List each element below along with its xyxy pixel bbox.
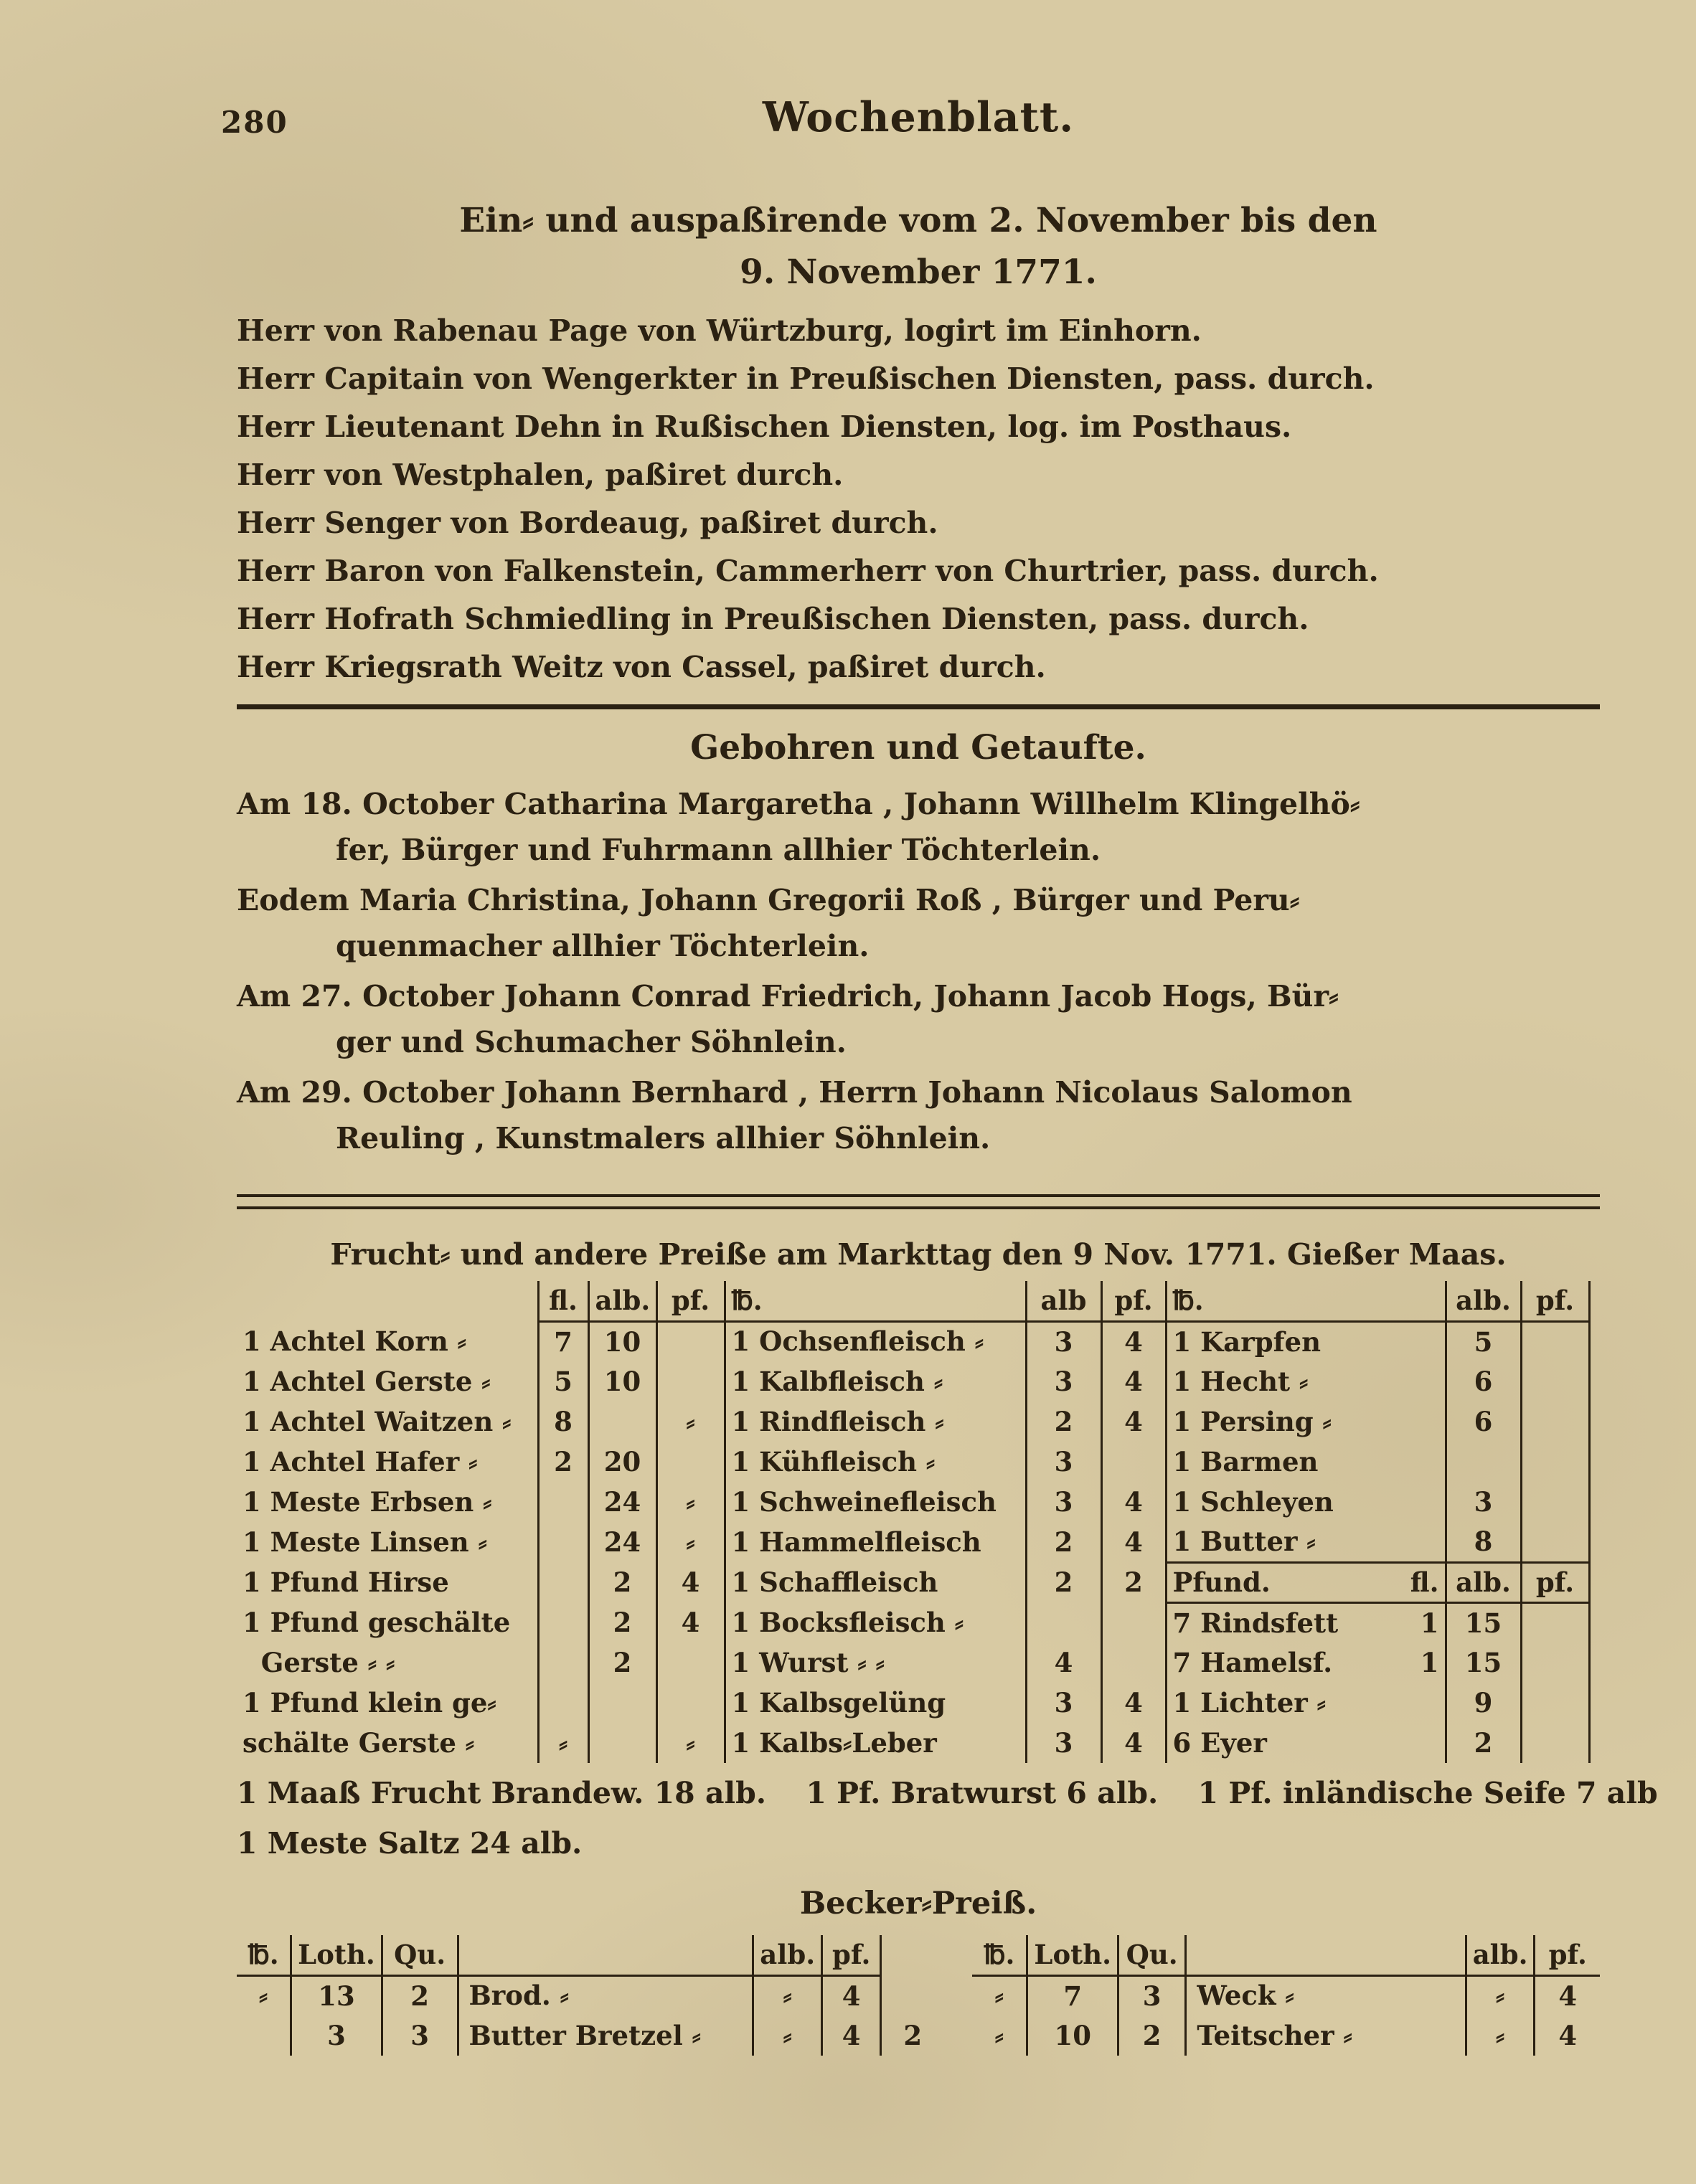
market-prices-section (237, 1234, 1658, 1863)
birth-entry (237, 877, 1600, 969)
baker-cell-lb: ⸗ (258, 1980, 268, 2012)
page-number: 280 (221, 105, 288, 140)
market-cell-item-left: 1 Meste Erbsen ⸗ (242, 1485, 492, 1518)
market-cell-fl (538, 1482, 588, 1522)
birth-entry (237, 1069, 1600, 1161)
market-cell-alb: 2 (588, 1562, 656, 1602)
market-cell-fl: 5 (538, 1361, 588, 1401)
baker-row (237, 2015, 943, 2056)
market-cell-item-right (1166, 1562, 1446, 1602)
baker-row (972, 2015, 1600, 2056)
market-cell-item-left: Gerste ⸗ ⸗ (242, 1646, 395, 1678)
market-row (237, 1562, 1589, 1602)
market-cell-item-right-fl: 1 (1420, 1647, 1439, 1678)
market-cell-alb-middle (1026, 1602, 1101, 1642)
market-cell-item-left: 1 Achtel Korn ⸗ (242, 1325, 466, 1357)
market-header-pf-middle: pf. (1101, 1281, 1166, 1321)
market-cell-item-right (1166, 1602, 1446, 1642)
market-cell-pf-right (1521, 1642, 1589, 1683)
birth-entry-line2: quenmacher allhier Töchterlein. (336, 929, 870, 963)
market-cell-alb-right: 15 (1446, 1602, 1521, 1642)
market-cell-item-right-name: 1 Butter ⸗ (1172, 1525, 1316, 1557)
market-header-pf: pf. (656, 1281, 725, 1321)
market-cell-alb (588, 1683, 656, 1723)
market-cell-item-left: 1 Achtel Gerste ⸗ (242, 1365, 491, 1397)
baker-cell-loth: 10 (1027, 2015, 1118, 2056)
birth-entry-line1: Am 27. October Johann Conrad Friedrich, Johann Jacob Hogs, Bür⸗ (237, 979, 1339, 1013)
market-cell-item-middle: 1 Bocksfleisch ⸗ (725, 1602, 1026, 1642)
market-cell-pf-middle (1101, 1642, 1166, 1683)
market-cell-alb-right: 6 (1446, 1361, 1521, 1401)
market-cell-pf-middle (1101, 1442, 1166, 1482)
market-cell-pf-right (1521, 1723, 1589, 1763)
market-cell-item-right-wrap (1173, 1446, 1439, 1478)
market-cell-fl: ⸗ (538, 1723, 588, 1763)
baker-cell-qu: 2 (1118, 2015, 1186, 2056)
baker-cell-qu: 2 (382, 1975, 458, 2015)
market-cell-pf-middle: 4 (1101, 1361, 1166, 1401)
arrival-entry: Herr Hofrath Schmiedling in Preußischen Diensten, pass. durch. (237, 602, 1309, 636)
market-cell-item-right (1166, 1723, 1446, 1763)
market-cell-pf-middle: 4 (1101, 1723, 1166, 1763)
market-cell-item-right-name: 1 Hecht ⸗ (1172, 1365, 1309, 1397)
market-cell-fl (538, 1522, 588, 1562)
market-cell-alb-right (1446, 1442, 1521, 1482)
births-list (237, 781, 1600, 1161)
baker-header-alb: alb. (1466, 1935, 1535, 1975)
baker-cell-pf: 4 (822, 2015, 881, 2056)
baker-header-item (458, 1935, 753, 1975)
market-header-pf-right: pf. (1521, 1281, 1589, 1321)
market-cell-alb-middle: 3 (1026, 1723, 1101, 1763)
market-cell-pf-middle: 4 (1101, 1522, 1166, 1562)
market-cell-item-right (1166, 1361, 1446, 1401)
baker-cell-pf: 4 (822, 1975, 881, 2015)
market-cell-pf-right (1521, 1482, 1589, 1522)
market-row (237, 1442, 1589, 1482)
baker-cell-loth: 13 (291, 1975, 382, 2015)
market-cell-item-right-wrap (1173, 1486, 1439, 1518)
market-cell-alb-middle: 3 (1026, 1683, 1101, 1723)
market-cell-item-right-name: 7 Rindsfett (1172, 1607, 1339, 1639)
masthead-title: Wochenblatt. (762, 93, 1075, 141)
baker-header-loth: Loth. (1027, 1935, 1118, 1975)
market-cell-item-right-fl: fl. (1410, 1566, 1439, 1598)
baker-cell-alb: ⸗ (1466, 2015, 1535, 2056)
market-row (237, 1321, 1589, 1361)
baker-right-body (972, 1975, 1600, 2056)
market-cell-item-right-wrap (1173, 1566, 1439, 1598)
arrival-entry: Herr von Westphalen, paßiret durch. (237, 458, 844, 492)
market-cell-alb-middle: 2 (1026, 1562, 1101, 1602)
market-row (237, 1401, 1589, 1442)
market-cell-pf-middle: 4 (1101, 1482, 1166, 1522)
birth-entry (237, 781, 1600, 873)
market-cell-alb: 10 (588, 1321, 656, 1361)
market-cell-item-right-name: 1 Karpfen (1172, 1325, 1321, 1358)
baker-prices-section (237, 1882, 1600, 2056)
market-cell-fl: 2 (538, 1442, 588, 1482)
market-cell-item-right-name: 7 Hamelsf. (1172, 1647, 1333, 1678)
market-cell-item-left: 1 Pfund geschälte (242, 1607, 511, 1638)
market-cell-alb: 10 (588, 1361, 656, 1401)
market-cell-item-right-name: 1 Persing ⸗ (1172, 1405, 1332, 1437)
market-header-lb-middle: ℔. (725, 1281, 1026, 1321)
market-cell-item-left: 1 Pfund klein ge⸗ (242, 1686, 496, 1719)
market-cell-pf: 4 (656, 1562, 725, 1602)
market-cell-pf-middle: 4 (1101, 1683, 1166, 1723)
market-cell-item-right-name: 1 Barmen (1172, 1446, 1319, 1478)
baker-table-left (237, 1935, 943, 2056)
market-cell-pf-middle (1101, 1602, 1166, 1642)
market-cell-item-left: 1 Pfund Hirse (242, 1566, 449, 1598)
arrivals-list (237, 307, 1600, 691)
baker-cell-pf: 4 (1535, 2015, 1600, 2056)
market-price-table (237, 1281, 1591, 1763)
arrivals-heading-line2: 9. November 1771. (740, 252, 1097, 292)
market-header-alb-middle: alb (1026, 1281, 1101, 1321)
baker-header-lb: ℔. (237, 1935, 291, 1975)
market-cell-item-left: 1 Achtel Waitzen ⸗ (242, 1405, 512, 1437)
baker-header-lb: ℔. (972, 1935, 1027, 1975)
arrival-entry: Herr Baron von Falkenstein, Cammerherr von Churtrier, pass. durch. (237, 554, 1379, 588)
market-cell-alb: 24 (588, 1482, 656, 1522)
baker-left-body (237, 1975, 943, 2056)
market-cell-pf: 4 (656, 1602, 725, 1642)
baker-table-right (972, 1935, 1600, 2056)
market-cell-alb-middle: 4 (1026, 1642, 1101, 1683)
market-cell-alb-right: 15 (1446, 1642, 1521, 1683)
birth-entry-line1: Eodem Maria Christina, Johann Gregorii Roß , Bürger und Peru⸗ (237, 883, 1300, 917)
market-cell-pf-right (1521, 1683, 1589, 1723)
market-cell-item-right-wrap (1173, 1687, 1439, 1719)
market-row (237, 1522, 1589, 1562)
baker-cell-qu: 3 (1118, 1975, 1186, 2015)
market-cell-item-right-wrap (1173, 1406, 1439, 1438)
baker-cell-loth: 7 (1027, 1975, 1118, 2015)
birth-entry-line2: ger und Schumacher Söhnlein. (336, 1025, 847, 1059)
market-cell-alb-right: 3 (1446, 1482, 1521, 1522)
market-cell-alb: 24 (588, 1522, 656, 1562)
arrival-entry: Herr Capitain von Wengerkter in Preußischen Diensten, pass. durch. (237, 361, 1375, 396)
market-row (237, 1723, 1589, 1763)
market-cell-pf-right (1521, 1361, 1589, 1401)
market-cell-item-middle: 1 Hammelfleisch (725, 1522, 1026, 1562)
arrival-entry: Herr Lieutenant Dehn in Rußischen Diensten, log. im Posthaus. (237, 410, 1292, 444)
baker-cell-lb: ⸗ (994, 1980, 1004, 2012)
market-cell-item-middle: 1 Rindfleisch ⸗ (725, 1401, 1026, 1442)
baker-row (972, 1975, 1600, 2015)
market-cell-pf-right (1521, 1522, 1589, 1562)
market-cell-item-middle: 1 Schaffleisch (725, 1562, 1026, 1602)
market-cell-item-left: schälte Gerste ⸗ (242, 1726, 475, 1759)
market-cell-alb (588, 1401, 656, 1442)
market-cell-item-right-wrap (1173, 1366, 1439, 1398)
market-cell-alb-middle: 2 (1026, 1522, 1101, 1562)
market-header-alb-right: alb. (1446, 1281, 1521, 1321)
market-cell-alb-right: 6 (1446, 1401, 1521, 1442)
market-cell-item-right (1166, 1442, 1446, 1482)
market-note-1: 1 Maaß Frucht Brandew. 18 alb. 1 Pf. Bratwurst 6 alb. 1 Pf. inländische Seife 7 alb (237, 1776, 1658, 1810)
page-content (221, 93, 1658, 2056)
market-cell-item-right (1166, 1683, 1446, 1723)
market-cell-fl (538, 1642, 588, 1683)
market-header-row (237, 1281, 1589, 1321)
market-row (237, 1642, 1589, 1683)
market-cell-pf-right (1521, 1401, 1589, 1442)
market-cell-fl (538, 1562, 588, 1602)
baker-cell-alb: ⸗ (753, 2015, 822, 2056)
market-cell-fl (538, 1683, 588, 1723)
market-cell-alb-right: 9 (1446, 1683, 1521, 1723)
market-cell-pf (656, 1683, 725, 1723)
market-cell-item-middle: 1 Kalbsgelüng (725, 1683, 1026, 1723)
market-cell-alb-middle: 3 (1026, 1482, 1101, 1522)
arrival-entry: Herr von Rabenau Page von Würtzburg, logirt im Einhorn. (237, 313, 1202, 348)
market-cell-pf: ⸗ (656, 1522, 725, 1562)
market-cell-pf-middle: 2 (1101, 1562, 1166, 1602)
market-cell-item-middle: 1 Kalbs⸗Leber (725, 1723, 1026, 1763)
market-cell-pf-right (1521, 1602, 1589, 1642)
market-cell-item-right-name: 1 Schleyen (1172, 1486, 1334, 1518)
baker-row (237, 1975, 943, 2015)
market-cell-item-middle: 1 Kalbfleisch ⸗ (725, 1361, 1026, 1401)
market-cell-item-right (1166, 1522, 1446, 1562)
market-row (237, 1602, 1589, 1642)
baker-header-qu: Qu. (1118, 1935, 1186, 1975)
arrival-entry: Herr Senger von Bordeaug, paßiret durch. (237, 506, 938, 540)
market-cell-pf: ⸗ (656, 1482, 725, 1522)
baker-cell-item: Teitscher ⸗ (1186, 2015, 1466, 2056)
baker-heading: Becker⸗Preiß. (799, 1886, 1037, 1921)
market-cell-item-right-wrap (1173, 1607, 1439, 1639)
market-cell-pf-middle: 4 (1101, 1401, 1166, 1442)
market-header-lb-right: ℔. (1166, 1281, 1446, 1321)
baker-cell-qu: 3 (382, 2015, 458, 2056)
market-cell-item-right-wrap (1173, 1647, 1439, 1678)
baker-header-extra (881, 1935, 943, 1975)
births-heading: Gebohren und Getaufte. (690, 728, 1146, 767)
market-cell-item-right (1166, 1401, 1446, 1442)
market-cell-fl (538, 1602, 588, 1642)
market-cell-fl: 8 (538, 1401, 588, 1442)
market-cell-item-right (1166, 1482, 1446, 1522)
market-cell-pf (656, 1442, 725, 1482)
births-section (237, 722, 1600, 1161)
market-cell-item-right (1166, 1642, 1446, 1683)
market-cell-item-middle: 1 Schweinefleisch (725, 1482, 1026, 1522)
market-cell-alb-middle: 3 (1026, 1361, 1101, 1401)
baker-header-qu: Qu. (382, 1935, 458, 1975)
market-cell-pf: ⸗ (656, 1723, 725, 1763)
market-row (237, 1361, 1589, 1401)
market-cell-pf (656, 1642, 725, 1683)
market-row (237, 1482, 1589, 1522)
arrival-entry: Herr Kriegsrath Weitz von Cassel, paßiret durch. (237, 650, 1046, 684)
market-cell-alb-middle: 2 (1026, 1401, 1101, 1442)
market-cell-pf (656, 1361, 725, 1401)
market-cell-pf: ⸗ (656, 1401, 725, 1442)
market-cell-item-left: 1 Achtel Hafer ⸗ (242, 1445, 478, 1478)
baker-right-header-row (972, 1935, 1600, 1975)
birth-entry-line1: Am 18. October Catharina Margaretha , Johann Willhelm Klingelhö⸗ (237, 787, 1360, 821)
market-cell-pf-middle: 4 (1101, 1321, 1166, 1361)
market-cell-item-right-name: 6 Eyer (1172, 1727, 1267, 1759)
baker-header-alb: alb. (753, 1935, 822, 1975)
section-divider (237, 704, 1600, 709)
market-cell-item-middle: 1 Kühfleisch ⸗ (725, 1442, 1026, 1482)
market-cell-alb: 2 (588, 1642, 656, 1683)
market-cell-item-right-name: Pfund. (1172, 1566, 1271, 1598)
birth-entry (237, 973, 1600, 1065)
market-cell-alb (588, 1723, 656, 1763)
baker-cell-alb: ⸗ (1466, 1975, 1535, 2015)
market-row (237, 1683, 1589, 1723)
market-cell-item-middle: 1 Wurst ⸗ ⸗ (725, 1642, 1026, 1683)
market-cell-alb-middle: 3 (1026, 1321, 1101, 1361)
market-cell-alb-right: alb. (1446, 1562, 1521, 1602)
market-cell-pf-right (1521, 1442, 1589, 1482)
market-cell-item-right-wrap (1173, 1727, 1439, 1759)
market-cell-pf-right: pf. (1521, 1562, 1589, 1602)
baker-header-pf: pf. (822, 1935, 881, 1975)
birth-entry-line2: Reuling , Kunstmalers allhier Söhnlein. (336, 1121, 991, 1155)
market-cell-item-left: 1 Meste Linsen ⸗ (242, 1526, 487, 1558)
market-header-fl: fl. (538, 1281, 588, 1321)
baker-header-pf: pf. (1535, 1935, 1600, 1975)
arrivals-section (237, 195, 1600, 691)
market-cell-item-middle: 1 Ochsenfleisch ⸗ (725, 1321, 1026, 1361)
baker-header-item (1186, 1935, 1466, 1975)
section-divider-double (237, 1194, 1600, 1209)
market-cell-pf-right (1521, 1321, 1589, 1361)
birth-entry-line1: Am 29. October Johann Bernhard , Herrn Johann Nicolaus Salomon (237, 1075, 1352, 1110)
market-cell-item-right-wrap (1173, 1526, 1439, 1558)
market-title: Frucht⸗ und andere Preiße am Markttag den 9 Nov. 1771. Gießer Maas. (330, 1237, 1507, 1272)
market-cell-fl: 7 (538, 1321, 588, 1361)
baker-cell-extra: 2 (881, 2015, 943, 2056)
baker-cell-extra (881, 1975, 943, 2015)
market-cell-item-right-fl: 1 (1420, 1607, 1439, 1639)
baker-cell-lb (237, 2015, 291, 2056)
birth-entry-line2: fer, Bürger und Fuhrmann allhier Töchterlein. (336, 833, 1101, 867)
market-header-empty (237, 1281, 538, 1321)
market-cell-alb-right: 5 (1446, 1321, 1521, 1361)
baker-left-header-row (237, 1935, 943, 1975)
baker-cell-pf: 4 (1535, 1975, 1600, 2015)
baker-header-loth: Loth. (291, 1935, 382, 1975)
market-cell-alb-right: 8 (1446, 1522, 1521, 1562)
market-note-2: 1 Meste Saltz 24 alb. (237, 1826, 583, 1861)
baker-cell-alb: ⸗ (753, 1975, 822, 2015)
market-header-alb: alb. (588, 1281, 656, 1321)
page-header (221, 93, 1600, 153)
market-cell-alb: 2 (588, 1602, 656, 1642)
market-cell-item-right-wrap (1173, 1326, 1439, 1358)
baker-cell-item: Butter Bretzel ⸗ (458, 2015, 753, 2056)
arrivals-heading-line1: Ein⸗ und auspaßirende vom 2. November bis den (459, 201, 1377, 240)
market-cell-item-right-name: 1 Lichter ⸗ (1172, 1686, 1326, 1719)
baker-cell-item: Weck ⸗ (1186, 1975, 1466, 2015)
market-table-body (237, 1321, 1589, 1763)
baker-cell-lb: ⸗ (994, 2019, 1004, 2051)
market-cell-item-right (1166, 1321, 1446, 1361)
baker-tables (237, 1935, 1600, 2056)
baker-cell-loth: 3 (291, 2015, 382, 2056)
market-cell-alb-middle: 3 (1026, 1442, 1101, 1482)
market-cell-alb-right: 2 (1446, 1723, 1521, 1763)
baker-cell-item: Brod. ⸗ (458, 1975, 753, 2015)
market-cell-alb: 20 (588, 1442, 656, 1482)
market-cell-pf (656, 1321, 725, 1361)
